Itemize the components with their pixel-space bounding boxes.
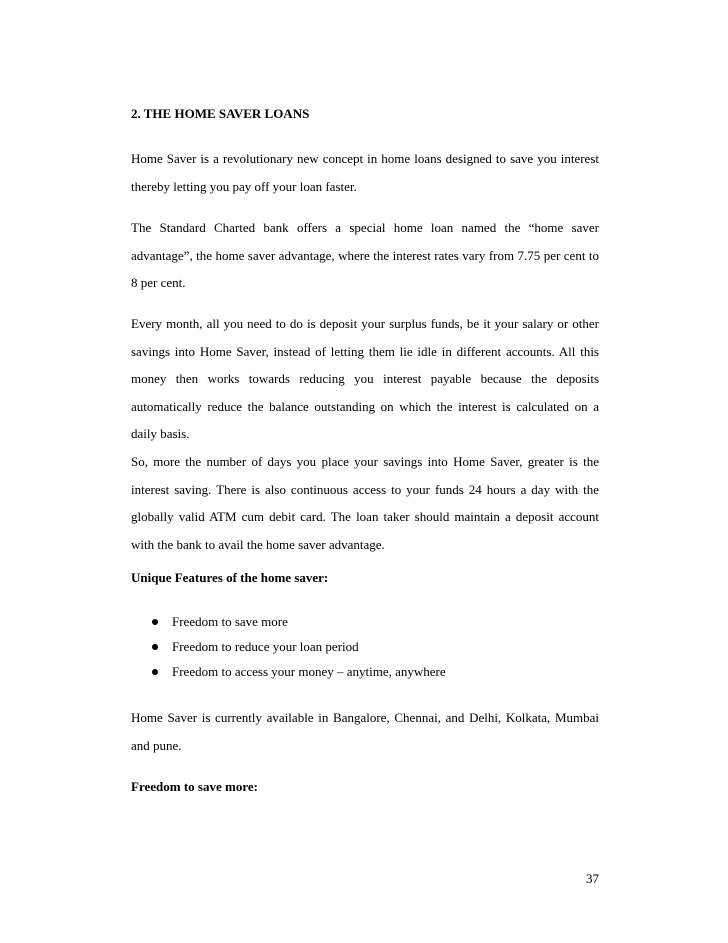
features-list xyxy=(131,609,599,684)
list-item xyxy=(131,609,599,634)
features-heading: Unique Features of the home saver: xyxy=(131,570,329,585)
feature-text: Freedom to save more xyxy=(172,614,288,629)
list-item xyxy=(131,659,599,684)
feature-text: Freedom to reduce your loan period xyxy=(172,639,359,654)
bullet-icon xyxy=(152,669,158,675)
subsection-heading: Freedom to save more: xyxy=(131,779,258,794)
bullet-icon xyxy=(152,619,158,625)
paragraph-intro: Home Saver is a revolutionary new concept in home loans designed to save you interest thereby letting you pay off your loan faster. xyxy=(131,151,599,194)
page-number: 37 xyxy=(586,871,599,886)
feature-text: Freedom to access your money – anytime, anywhere xyxy=(172,664,446,679)
paragraph-availability: Home Saver is currently available in Bangalore, Chennai, and Delhi, Kolkata, Mumbai and pune. xyxy=(131,710,599,753)
section-title: 2. THE HOME SAVER LOANS xyxy=(131,106,310,121)
bullet-icon xyxy=(152,644,158,650)
paragraph-standard-chartered: The Standard Charted bank offers a special home loan named the “home saver advantage”, the home saver advantage, where the interest rates vary from 7.75 per cent to 8 per cent. xyxy=(131,220,599,290)
paragraph-interest-saving: So, more the number of days you place your savings into Home Saver, greater is the interest saving. There is also continuous access to your funds 24 hours a day with the globally valid ATM cum debit card. The loan taker should maintain a deposit account with the bank to avail the home saver advantage. xyxy=(131,454,599,552)
list-item xyxy=(131,634,599,659)
paragraph-monthly-deposit: Every month, all you need to do is deposit your surplus funds, be it your salary or other savings into Home Saver, instead of letting them lie idle in different accounts. All this money then works towards reducing you interest payable because the deposits automatically reduce the balance outstanding on which the interest is calculated on a daily basis. xyxy=(131,316,599,441)
